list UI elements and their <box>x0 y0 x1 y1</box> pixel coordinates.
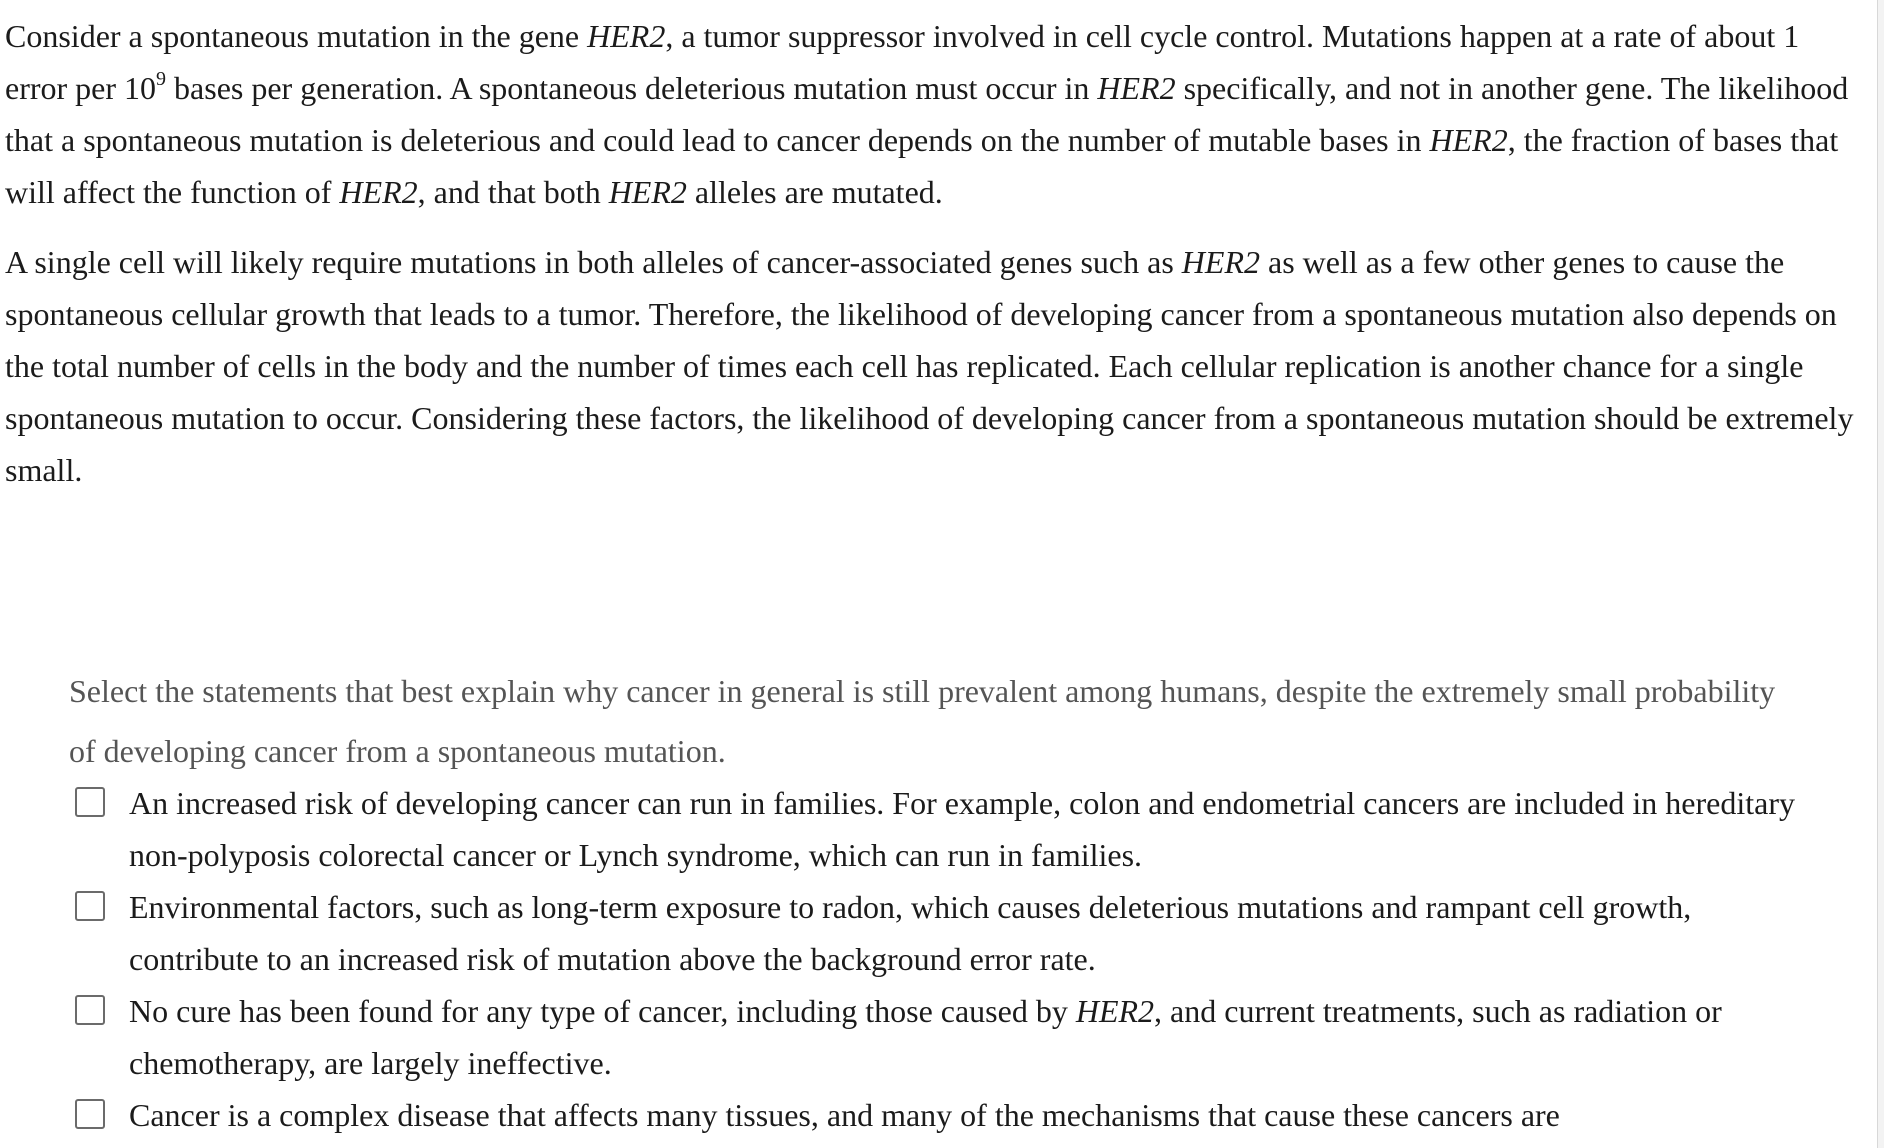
answer-option-4[interactable] <box>73 1089 1813 1141</box>
passage-text: , and that both <box>417 174 609 210</box>
passage <box>5 10 1855 514</box>
gene-name: HER2 <box>1075 993 1155 1029</box>
option-label: Environmental factors, such as long-term exposure to radon, which causes deleterious mutations and rampant cell growth, contribute to an increased risk of mutation above the background error rate. <box>129 889 1692 977</box>
option-text: , and current treatments, such as radiation or chemotherapy, are largely ineffective. <box>129 993 1722 1081</box>
option-text: No cure has been found for any type of cancer, including those caused by <box>129 993 1076 1029</box>
passage-text: as well as a few other genes to cause the spontaneous cellular growth that leads to a tumor. Therefore, the likelihood of developing cancer from a spontaneous mutation also depends on the total number of cells in the body and the number of times each cell has replicated. Each cellular replication is another chance for a single spontaneous mutation to occur. Considering these factors, the likelihood of developing cancer from a spontaneous mutation should be extremely small. <box>5 244 1854 488</box>
answer-option-2[interactable] <box>73 881 1813 985</box>
option-label: An increased risk of developing cancer can run in families. For example, colon and endometrial cancers are included in hereditary non-polyposis colorectal cancer or Lynch syndrome, which can run in families. <box>129 785 1795 873</box>
exponent: 9 <box>156 68 167 91</box>
passage-paragraph-1 <box>5 10 1855 218</box>
passage-text: A single cell will likely require mutations in both alleles of cancer-associated genes such as <box>5 244 1182 280</box>
passage-text: , the fraction of bases that will affect the function of <box>5 122 1839 210</box>
answer-options-list <box>73 777 1813 1141</box>
option-label <box>129 993 1722 1081</box>
passage-text: Consider a spontaneous mutation in the gene <box>5 18 588 54</box>
passage-text: alleles are mutated. <box>686 174 943 210</box>
scrollbar-track[interactable] <box>1877 0 1884 1148</box>
gene-name: HER2 <box>1097 70 1176 106</box>
gene-name: HER2 <box>1429 122 1508 158</box>
gene-name: HER2 <box>587 18 666 54</box>
answer-option-1[interactable] <box>73 777 1813 881</box>
answer-option-3[interactable] <box>73 985 1813 1089</box>
gene-name: HER2 <box>1181 244 1260 280</box>
passage-text: bases per generation. A spontaneous deleterious mutation must occur in <box>166 70 1098 106</box>
gene-name: HER2 <box>608 174 687 210</box>
gene-name: HER2 <box>339 174 418 210</box>
passage-paragraph-2 <box>5 236 1855 496</box>
checkbox[interactable] <box>75 787 105 817</box>
checkbox[interactable] <box>75 1099 105 1129</box>
passage-text: , a tumor suppressor involved in cell cycle control. Mutations happen at a rate of about 1 error per 10 <box>5 18 1800 106</box>
checkbox[interactable] <box>75 891 105 921</box>
option-label: Cancer is a complex disease that affects many tissues, and many of the mechanisms that cause these cancers are <box>129 1097 1560 1133</box>
checkbox[interactable] <box>75 995 105 1025</box>
passage-text: specifically, and not in another gene. The likelihood that a spontaneous mutation is deleterious and could lead to cancer depends on the number of mutable bases in <box>5 70 1849 158</box>
question-prompt: Select the statements that best explain why cancer in general is still prevalent among humans, despite the extremely small probability of developing cancer from a spontaneous mutation. <box>69 673 1776 769</box>
